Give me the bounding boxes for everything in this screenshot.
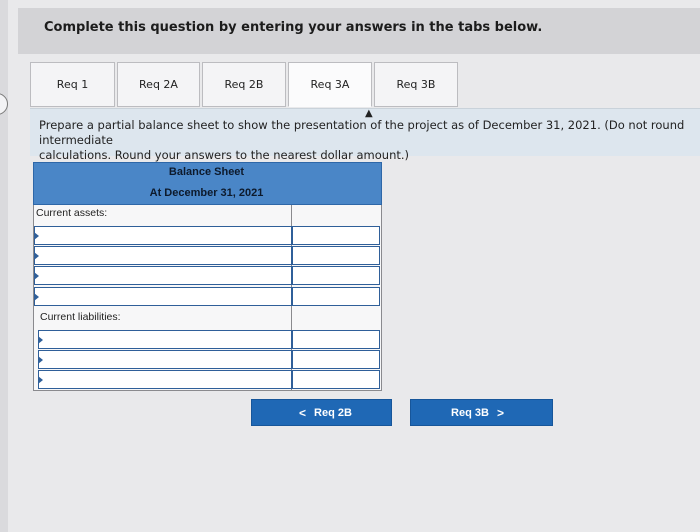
liability-label-input-2[interactable] — [38, 350, 292, 369]
tab-req-3a[interactable]: Req 3A — [288, 62, 372, 107]
tab-req-2a[interactable]: Req 2A — [117, 62, 200, 107]
chevron-left-icon: < — [299, 405, 307, 420]
liability-label-input-1[interactable] — [38, 330, 292, 349]
balance-sheet-header — [33, 162, 382, 205]
tab-req-2b[interactable]: Req 2B — [202, 62, 286, 107]
asset-label-input-1[interactable] — [34, 226, 292, 245]
question-prompt-text: Prepare a partial balance sheet to show the presentation of the project as of December 31, 2021. (Do not round intermediate calculations. Round your answers to the nearest dollar amount.) — [39, 118, 685, 162]
next-req-button[interactable] — [410, 399, 553, 426]
next-req-label: Req 3B — [451, 406, 489, 419]
mouse-cursor-icon: ▲ — [365, 108, 373, 119]
current-assets-label: Current assets: — [36, 207, 108, 219]
instruction-header-text: Complete this question by entering your answers in the tabs below. — [44, 20, 543, 35]
instruction-header — [18, 8, 700, 54]
balance-sheet-date: At December 31, 2021 — [149, 187, 264, 199]
prev-req-label: Req 2B — [314, 406, 352, 419]
liability-label-input-3[interactable] — [38, 370, 292, 389]
balance-sheet-title: Balance Sheet — [168, 166, 245, 178]
liability-amount-input-2[interactable] — [292, 350, 380, 369]
asset-label-input-4[interactable] — [34, 287, 292, 306]
asset-amount-input-1[interactable] — [292, 226, 380, 245]
liability-amount-input-1[interactable] — [292, 330, 380, 349]
asset-amount-input-2[interactable] — [292, 246, 380, 265]
tab-req-3b[interactable]: Req 3B — [374, 62, 458, 107]
tab-req-1[interactable]: Req 1 — [30, 62, 115, 107]
asset-amount-input-4[interactable] — [292, 287, 380, 306]
asset-label-input-2[interactable] — [34, 246, 292, 265]
asset-label-input-3[interactable] — [34, 266, 292, 285]
chevron-right-icon: > — [496, 405, 504, 420]
left-edge-strip — [0, 0, 8, 532]
prev-req-button[interactable] — [251, 399, 392, 426]
liability-amount-input-3[interactable] — [292, 370, 380, 389]
current-liabilities-label: Current liabilities: — [40, 311, 121, 323]
asset-amount-input-3[interactable] — [292, 266, 380, 285]
